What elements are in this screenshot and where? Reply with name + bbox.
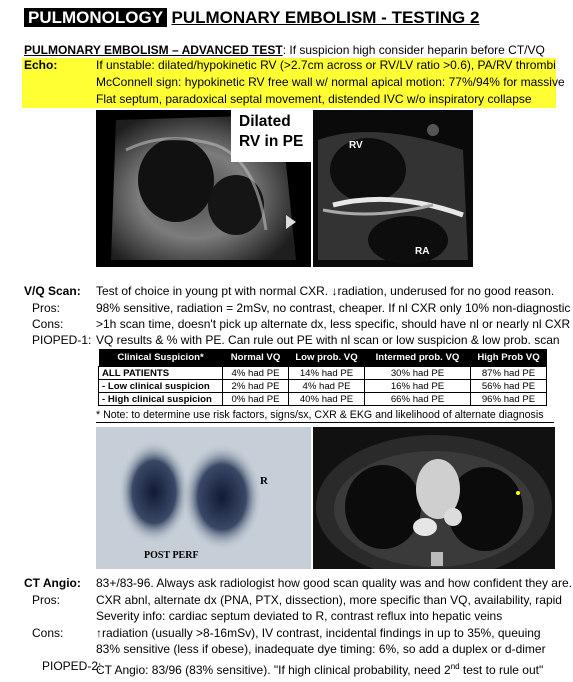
table-header-cell: Low prob. VQ xyxy=(289,349,365,367)
vq-intro: Test of choice in young pt with normal CXR. ↓radiation, underused for no good reason. xyxy=(96,284,555,298)
table-row xyxy=(99,393,547,406)
table-header-cell: Clinical Suspicion* xyxy=(99,349,223,367)
vq-pioped: VQ results & % with PE. Can rule out PE with nl scan or low suspicion & low prob. scan xyxy=(96,333,560,347)
table-cell: 87% had PE xyxy=(471,367,547,380)
ra-label: RA xyxy=(415,246,430,257)
ct-pros-line-1: CXR abnl, alternate dx (PNA, PTX, dissection), more specific than VQ, availability, rapid xyxy=(96,593,562,607)
table-header-cell: High Prob VQ xyxy=(471,349,547,367)
page-header xyxy=(24,7,479,29)
table-header-row xyxy=(99,349,547,367)
vq-pioped-label: PIOPED-1: xyxy=(32,333,92,347)
category-badge: PULMONOLOGY xyxy=(24,8,167,27)
table-cell: 30% had PE xyxy=(365,367,471,380)
echo-caption-box xyxy=(231,110,311,162)
table-cell: 96% had PE xyxy=(471,393,547,406)
table-row xyxy=(99,380,547,393)
ct-pros-line-2: Severity info: cardiac septum deviated to R, contrast reflux into hepatic veins xyxy=(96,609,503,623)
echo-label: Echo: xyxy=(24,58,58,72)
section-heading-bold: PULMONARY EMBOLISM – ADVANCED TEST xyxy=(24,43,283,57)
section-heading-rest: : If suspicion high consider heparin before CT/VQ xyxy=(282,43,545,57)
rv-label: RV xyxy=(349,140,363,151)
table-header-cell: Intermed prob. VQ xyxy=(365,349,471,367)
vq-table-note: * Note: to determine use risk factors, signs/sx, CXR & EKG and likelihood of alternate diagnosis xyxy=(96,409,554,423)
table-cell: 14% had PE xyxy=(289,367,365,380)
ct-angio-image xyxy=(313,427,555,569)
page-title: PULMONARY EMBOLISM - TESTING 2 xyxy=(171,8,480,27)
table-cell: 66% had PE xyxy=(365,393,471,406)
echo-line-1: If unstable: dilated/hypokinetic RV (>2.7cm across or RV/LV ratio >0.6), PA/RV thrombi xyxy=(96,58,556,72)
echo-line-3: Flat septum, paradoxical septal movement, distended IVC w/o inspiratory collapse xyxy=(96,92,532,106)
vq-label: V/Q Scan: xyxy=(24,284,81,298)
table-cell: - High clinical suspicion xyxy=(99,393,223,406)
vq-pros: 98% sensitive, radiation = 2mSv, no contrast, cheaper. If nl CXR only 10% non-diagnostic xyxy=(96,301,571,315)
vq-pros-label: Pros: xyxy=(32,301,61,315)
echo-line-2: McConnell sign: hypokinetic RV free wall w/ normal apical motion: 77%/94% for massive xyxy=(96,75,565,89)
table-cell: 0% had PE xyxy=(223,393,289,406)
vq-cons: >1h scan time, doesn't pick up alternate dx, less specific, should have nl or nearly nl CXR xyxy=(96,317,571,331)
ct-pros-label: Pros: xyxy=(32,593,61,607)
table-cell: ALL PATIENTS xyxy=(99,367,223,380)
table-cell: 40% had PE xyxy=(289,393,365,406)
echo-ultrasound-image xyxy=(96,110,311,267)
vq-cons-label: Cons: xyxy=(32,317,64,331)
table-row xyxy=(99,367,547,380)
scan-r-label: R xyxy=(260,475,268,487)
ct-cons-line-1: ↑radiation (usually >8-16mSv), IV contrast, incidental findings in up to 35%, queuing xyxy=(96,626,541,640)
ct-label: CT Angio: xyxy=(24,576,81,590)
section-heading xyxy=(24,43,545,58)
pioped-table-wrap xyxy=(98,349,547,406)
table-cell: 2% had PE xyxy=(223,380,289,393)
scan-post-perf-label: POST PERF xyxy=(144,550,199,561)
ct-cons-line-2: 83% sensitive (less if obese), inadequate dye timing: 6%, so add a duplex or d-dimer xyxy=(96,642,546,656)
echo-caption-line-2: RV in PE xyxy=(239,133,304,150)
pioped-table xyxy=(98,349,547,406)
ct-pioped2-label: PIOPED-2: xyxy=(42,659,102,673)
ct-cons-label: Cons: xyxy=(32,626,64,640)
table-cell: 56% had PE xyxy=(471,380,547,393)
ct-pioped2: CT Angio: 83/96 (83% sensitive). "If high clinical probability, need 2nd test to rule out" xyxy=(96,662,544,677)
table-cell: - Low clinical suspicion xyxy=(99,380,223,393)
ct-intro: 83+/83-96. Always ask radiologist how good scan quality was and how confident they are. xyxy=(96,576,572,590)
table-cell: 16% had PE xyxy=(365,380,471,393)
vq-perfusion-image xyxy=(96,427,311,569)
table-header-cell: Normal VQ xyxy=(223,349,289,367)
echo-caption-line-1: Dilated xyxy=(239,113,291,130)
table-cell: 4% had PE xyxy=(223,367,289,380)
echo-rv-ra-image xyxy=(313,110,473,267)
table-cell: 4% had PE xyxy=(289,380,365,393)
